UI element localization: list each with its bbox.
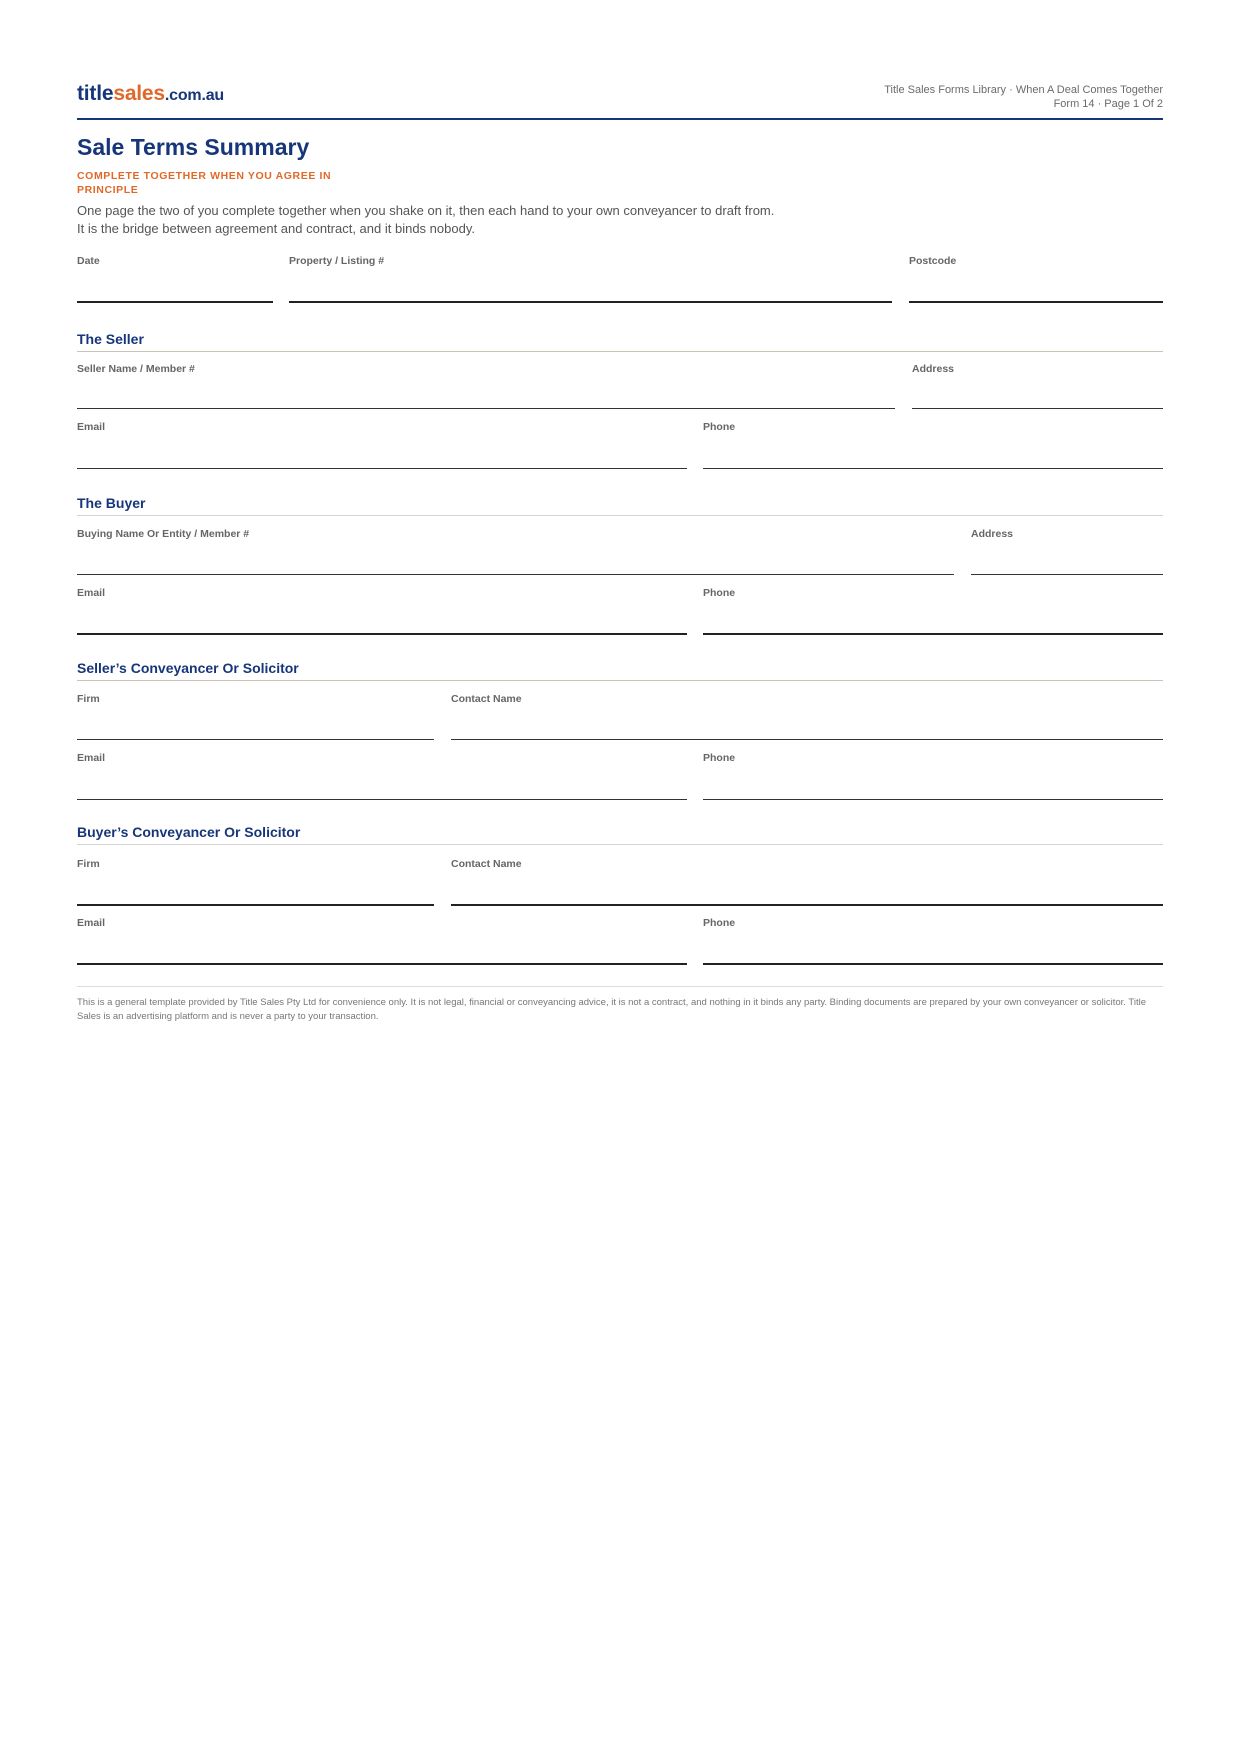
page-title: Sale Terms Summary xyxy=(77,134,310,160)
buyer-conveyancer-firm-input-line[interactable] xyxy=(77,904,434,906)
buyer-name-label: Buying Name Or Entity / Member # xyxy=(77,528,250,540)
disclaimer-text: This is a general template provided by Title Sales Pty Ltd for convenience only. It is not legal, financial or conveyancing advice, it is not a contract, and nothing in it binds any party. Binding documents are prepared by your own conveyancer or solicitor. Title Sales is an advertising platform and is never a party to your transaction. xyxy=(77,997,1146,1022)
seller-phone-label: Phone xyxy=(703,421,736,433)
buyer-conveyancer-contact-field[interactable] xyxy=(451,858,1163,906)
buyer-address-label: Address xyxy=(971,528,1014,540)
postcode-label: Postcode xyxy=(909,255,957,267)
buyer-phone-input-line[interactable] xyxy=(703,633,1163,635)
footer-divider xyxy=(77,986,1163,987)
seller-email-input-line[interactable] xyxy=(77,468,687,469)
buyer-email-field[interactable] xyxy=(77,587,687,635)
seller-conveyancer-phone-input-line[interactable] xyxy=(703,799,1163,800)
buyer-conveyancer-email-input-line[interactable] xyxy=(77,963,687,965)
seller-conveyancer-email-field[interactable] xyxy=(77,752,687,800)
seller-conveyancer-contact-input-line[interactable] xyxy=(451,739,1163,740)
property-listing-field[interactable] xyxy=(289,255,892,303)
buyer-conveyancer-contact-input-line[interactable] xyxy=(451,904,1163,906)
buyer-email-input-line[interactable] xyxy=(77,633,687,635)
buyer-conveyancer-section-heading: Buyer’s Conveyancer Or Solicitor xyxy=(77,824,1163,845)
buyer-conveyancer-contact-label: Contact Name xyxy=(451,858,522,870)
buyer-address-field[interactable] xyxy=(971,528,1163,575)
buyer-conveyancer-email-label: Email xyxy=(77,917,106,929)
seller-name-input-line[interactable] xyxy=(77,408,895,409)
seller-address-input-line[interactable] xyxy=(912,408,1163,409)
property-label: Property / Listing # xyxy=(289,255,385,267)
seller-conveyancer-firm-label: Firm xyxy=(77,693,100,705)
buyer-conveyancer-phone-field[interactable] xyxy=(703,917,1163,965)
library-line: Title Sales Forms Library · When A Deal Comes Together xyxy=(884,84,1163,96)
seller-conveyancer-firm-field[interactable] xyxy=(77,693,434,740)
buyer-conveyancer-firm-field[interactable] xyxy=(77,858,434,906)
seller-conveyancer-firm-input-line[interactable] xyxy=(77,739,434,740)
seller-section-heading: The Seller xyxy=(77,331,1163,352)
eyebrow-subtitle: COMPLETE TOGETHER WHEN YOU AGREE IN PRINCIPLE xyxy=(77,170,332,196)
date-label: Date xyxy=(77,255,100,267)
page-number: Form 14 · Page 1 Of 2 xyxy=(1053,98,1163,110)
titlesales-logo: titlesales.com.au xyxy=(77,82,224,105)
seller-conveyancer-email-label: Email xyxy=(77,752,106,764)
seller-name-label: Seller Name / Member # xyxy=(77,363,195,375)
buyer-section-heading: The Buyer xyxy=(77,495,1163,516)
property-input-line[interactable] xyxy=(289,301,892,303)
buyer-name-field[interactable] xyxy=(77,528,954,575)
buyer-phone-field[interactable] xyxy=(703,587,1163,635)
seller-conveyancer-contact-label: Contact Name xyxy=(451,693,522,705)
buyer-conveyancer-phone-label: Phone xyxy=(703,917,736,929)
seller-address-field[interactable] xyxy=(912,363,1163,409)
seller-email-field[interactable] xyxy=(77,421,687,469)
seller-email-label: Email xyxy=(77,421,106,433)
date-field[interactable] xyxy=(77,255,273,303)
buyer-phone-label: Phone xyxy=(703,587,736,599)
header-meta xyxy=(884,83,1163,111)
seller-conveyancer-section-heading: Seller’s Conveyancer Or Solicitor xyxy=(77,660,1163,681)
buyer-name-input-line[interactable] xyxy=(77,574,954,575)
seller-conveyancer-phone-field[interactable] xyxy=(703,752,1163,800)
seller-phone-field[interactable] xyxy=(703,421,1163,469)
intro-text: One page the two of you complete together when you shake on it, then each hand to your own conveyancer to draft from. It is the bridge between agreement and contract, and it binds nobody. xyxy=(77,203,775,236)
buyer-address-input-line[interactable] xyxy=(971,574,1163,575)
buyer-email-label: Email xyxy=(77,587,106,599)
buyer-conveyancer-email-field[interactable] xyxy=(77,917,687,965)
buyer-conveyancer-firm-label: Firm xyxy=(77,858,100,870)
seller-conveyancer-phone-label: Phone xyxy=(703,752,736,764)
postcode-input-line[interactable] xyxy=(909,301,1163,303)
seller-conveyancer-email-input-line[interactable] xyxy=(77,799,687,800)
seller-address-label: Address xyxy=(912,363,955,375)
date-input-line[interactable] xyxy=(77,301,273,303)
buyer-conveyancer-phone-input-line[interactable] xyxy=(703,963,1163,965)
seller-phone-input-line[interactable] xyxy=(703,468,1163,469)
postcode-field[interactable] xyxy=(909,255,1163,303)
seller-name-field[interactable] xyxy=(77,363,895,409)
page-header xyxy=(77,78,1163,120)
seller-conveyancer-contact-field[interactable] xyxy=(451,693,1163,740)
